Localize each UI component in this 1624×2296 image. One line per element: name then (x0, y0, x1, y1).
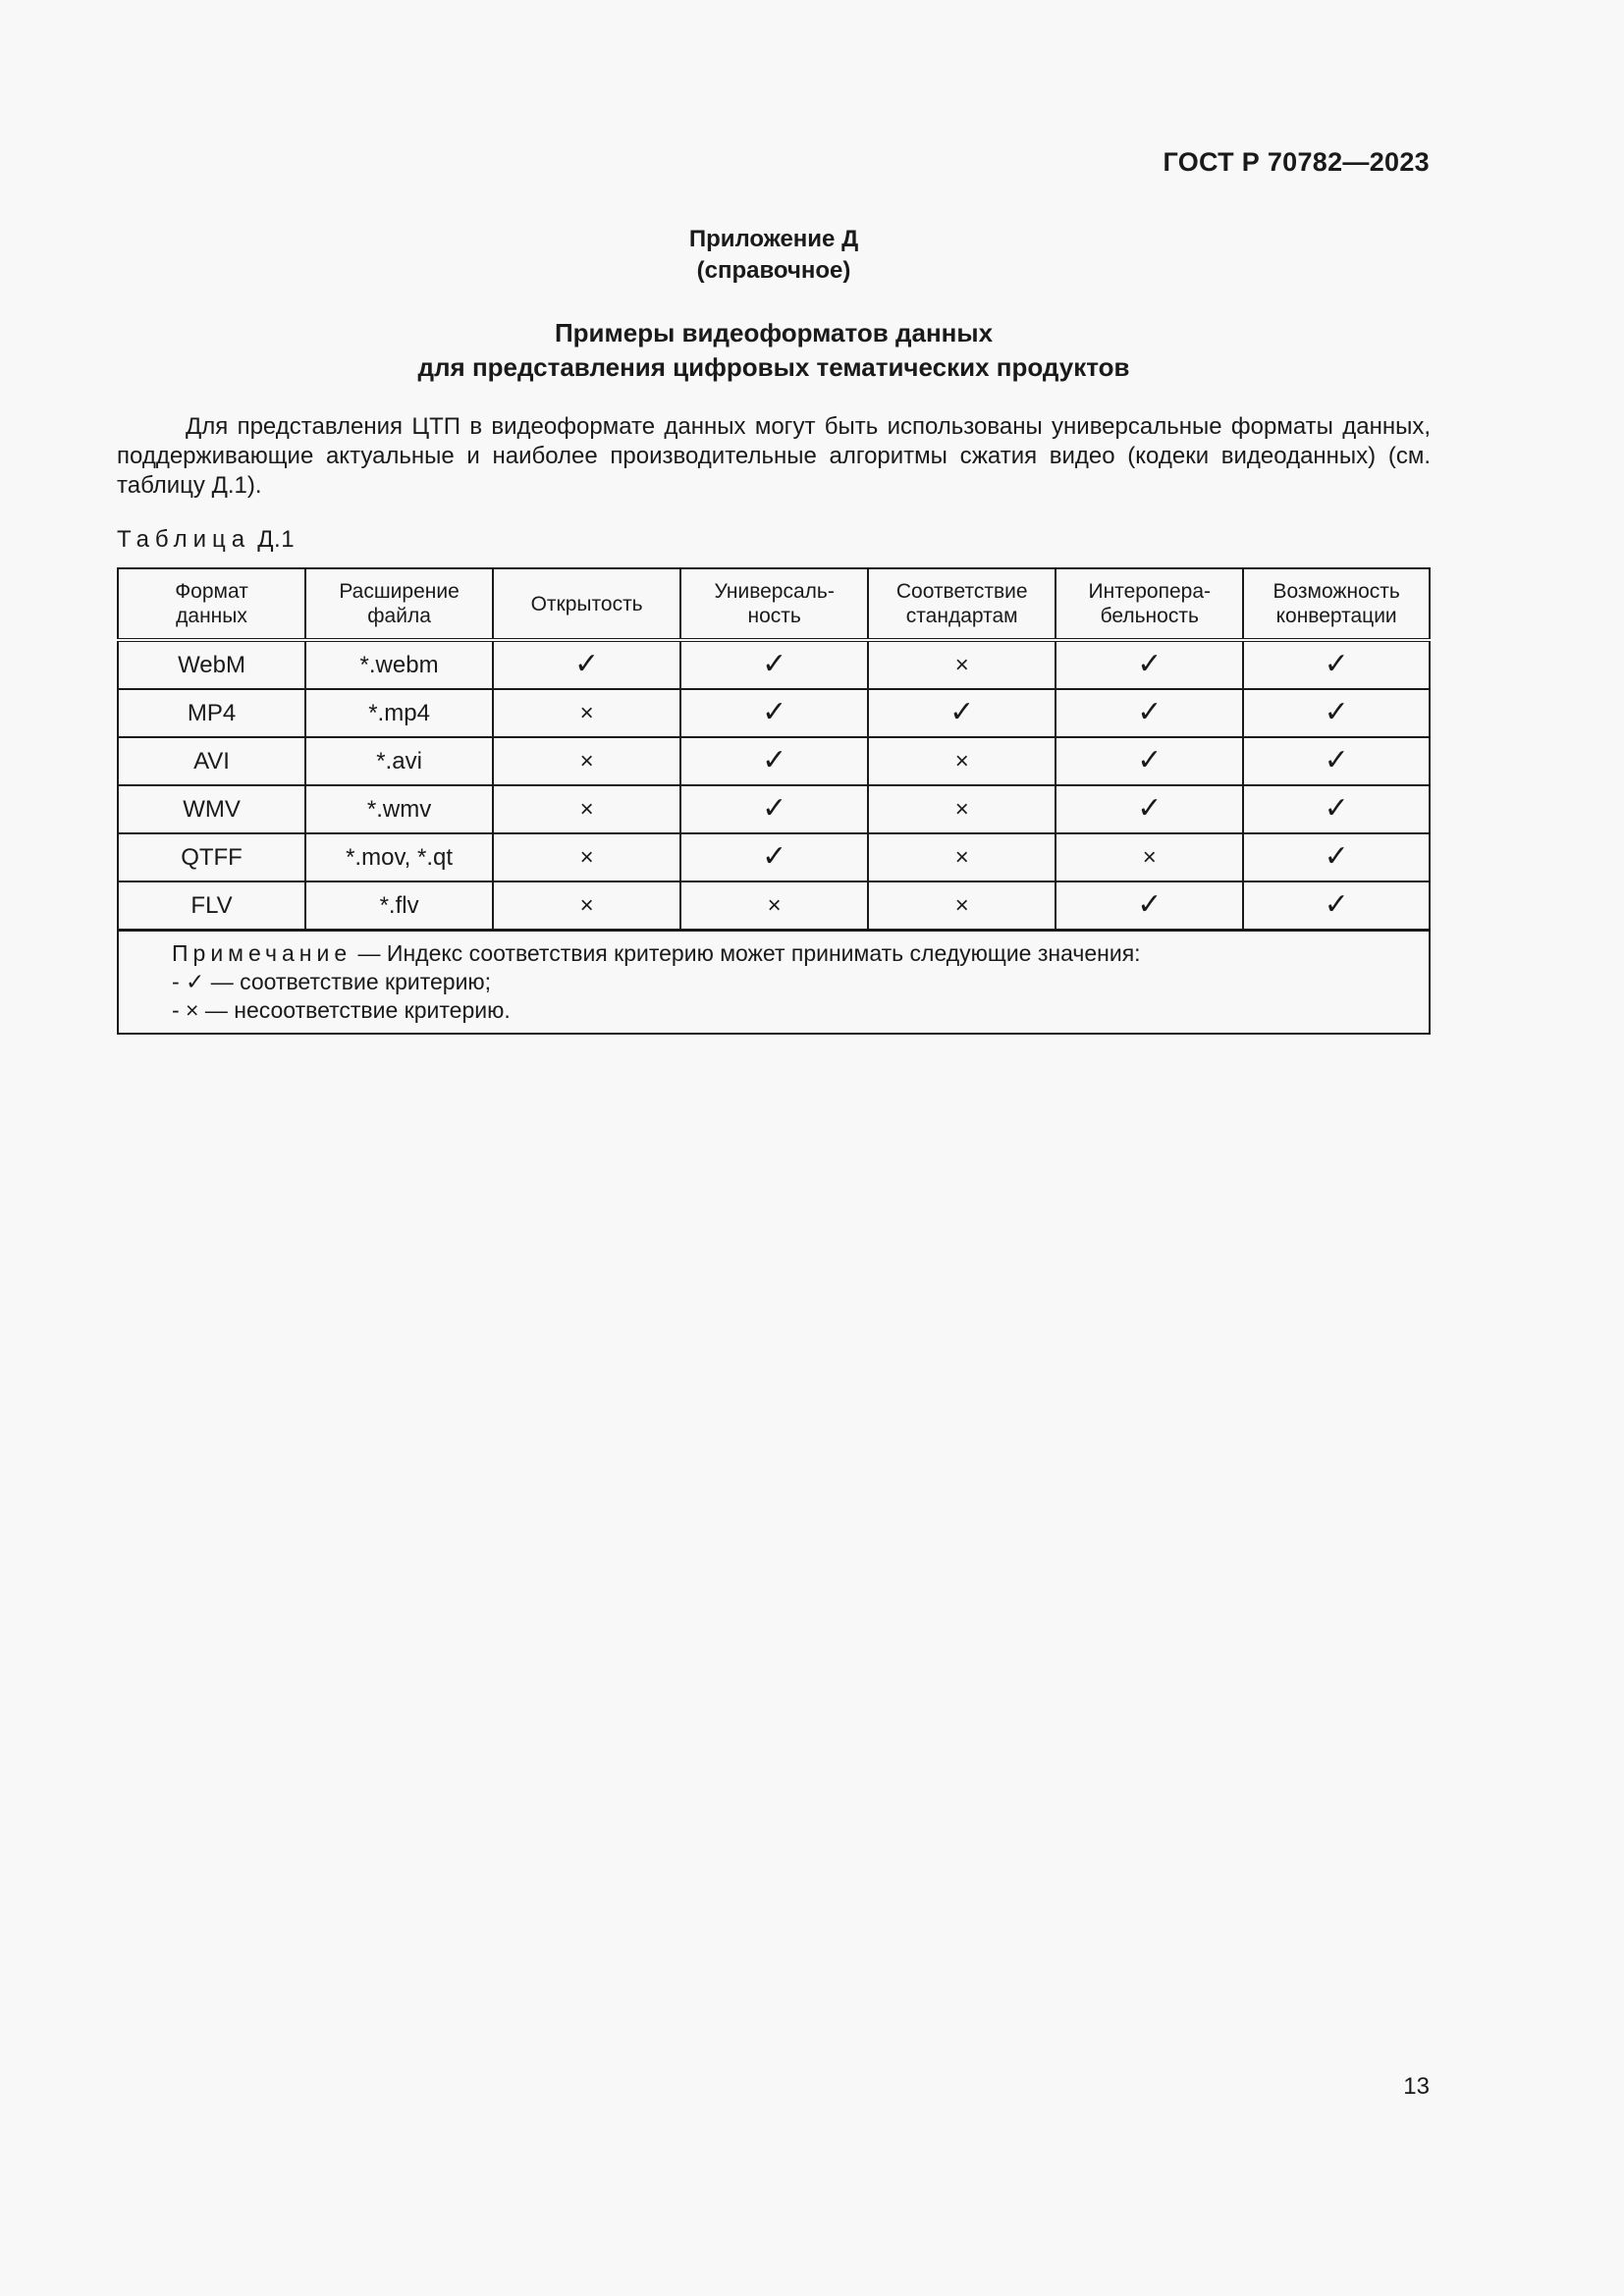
table-cell (305, 785, 493, 833)
column-header-line: Формат (175, 580, 248, 603)
criterion-mark (1243, 785, 1430, 833)
check-icon: ✓ (762, 744, 787, 776)
cross-icon: × (954, 795, 969, 823)
check-icon: ✓ (574, 648, 600, 680)
criterion-mark (680, 737, 868, 785)
table-cell (305, 689, 493, 737)
criterion-mark (1243, 881, 1430, 931)
page-number: 13 (1403, 2073, 1430, 2100)
check-icon: ✓ (1324, 696, 1349, 728)
section-heading (0, 316, 1547, 385)
cross-icon: × (579, 699, 594, 726)
column-header-line: ность (747, 605, 801, 627)
section-heading-line-2: для представления цифровых тематических продуктов (417, 352, 1130, 382)
criterion-mark (680, 881, 868, 931)
cell-text: AVI (193, 747, 230, 774)
cross-icon: × (954, 747, 969, 774)
check-icon: ✓ (1137, 696, 1163, 728)
cell-text: *.mov, *.qt (346, 843, 454, 871)
check-icon: ✓ (949, 696, 975, 728)
table-row (118, 737, 1430, 785)
column-header (493, 568, 680, 640)
criterion-mark (493, 737, 680, 785)
column-header (680, 568, 868, 640)
column-header-line: Открытость (530, 592, 643, 615)
table-cell (305, 640, 493, 689)
table-cell (118, 833, 305, 881)
cell-text: *.avi (376, 747, 422, 774)
criterion-mark (1056, 737, 1243, 785)
criterion-mark (1243, 737, 1430, 785)
cell-text: *.webm (359, 651, 439, 678)
check-icon: ✓ (1324, 792, 1349, 825)
criterion-mark (493, 833, 680, 881)
table-row (118, 689, 1430, 737)
criterion-mark (680, 640, 868, 689)
video-formats-table (117, 567, 1431, 1035)
cross-icon: × (579, 891, 594, 919)
table-caption-number: Д.1 (257, 526, 296, 553)
cross-icon: × (954, 843, 969, 871)
check-icon: ✓ (1324, 648, 1349, 680)
table-note (118, 931, 1430, 1035)
cell-text: QTFF (181, 843, 243, 871)
table-cell (118, 640, 305, 689)
intro-paragraph: Для представления ЦТП в видеоформате данных могут быть использованы универсальные форматы данных, поддерживающие актуальные и наиболее производительные алгоритмы сжатия видео (кодеки видеоданных) (см. таблицу Д.1). (117, 413, 1431, 499)
table-row (118, 881, 1430, 931)
table-cell (305, 881, 493, 931)
note-label: Примечание (172, 940, 352, 966)
criterion-mark (1056, 881, 1243, 931)
column-header-line: Возможность (1272, 580, 1400, 603)
criterion-mark (868, 881, 1056, 931)
column-header-line: Универсаль- (714, 580, 835, 603)
check-icon: ✓ (762, 792, 787, 825)
check-icon: ✓ (1324, 744, 1349, 776)
appendix-subtitle: (справочное) (696, 257, 851, 284)
check-icon: ✓ (1324, 840, 1349, 873)
note-line-check: - ✓ — соответствие критерию; (172, 969, 492, 994)
criterion-mark (680, 785, 868, 833)
cross-icon: × (767, 891, 782, 919)
column-header-line: бельность (1100, 605, 1199, 627)
criterion-mark (493, 640, 680, 689)
table-cell (305, 833, 493, 881)
column-header (1056, 568, 1243, 640)
column-header-line: стандартам (905, 605, 1018, 627)
cross-icon: × (579, 843, 594, 871)
cross-icon: × (1142, 843, 1157, 871)
column-header-line: данных (176, 605, 247, 627)
section-heading-line-1: Примеры видеоформатов данных (554, 318, 994, 347)
criterion-mark (1056, 785, 1243, 833)
cell-text: *.mp4 (368, 699, 430, 726)
check-icon: ✓ (1137, 744, 1163, 776)
note-text: — Индекс соответствия критерию может принимать следующие значения: (352, 940, 1141, 966)
cross-icon: × (954, 651, 969, 678)
column-header-line: Интеропера- (1088, 580, 1212, 603)
criterion-mark (493, 689, 680, 737)
column-header (118, 568, 305, 640)
document-code: ГОСТ Р 70782—2023 (1163, 147, 1430, 177)
table-header-row (118, 568, 1430, 640)
criterion-mark (868, 689, 1056, 737)
check-icon: ✓ (1137, 648, 1163, 680)
criterion-mark (1056, 640, 1243, 689)
column-header-line: конвертации (1275, 605, 1397, 627)
table-caption (117, 526, 295, 554)
criterion-mark (1243, 689, 1430, 737)
criterion-mark (680, 833, 868, 881)
criterion-mark (868, 833, 1056, 881)
appendix-heading (0, 224, 1547, 287)
check-icon: ✓ (1324, 888, 1349, 921)
table-caption-word: Таблица (117, 526, 251, 553)
cross-icon: × (579, 795, 594, 823)
criterion-mark (493, 785, 680, 833)
table-cell (118, 737, 305, 785)
cell-text: FLV (190, 891, 233, 919)
table-cell (118, 689, 305, 737)
table-row (118, 833, 1430, 881)
table-cell (118, 785, 305, 833)
check-icon: ✓ (1137, 792, 1163, 825)
column-header (305, 568, 493, 640)
appendix-title: Приложение Д (688, 226, 859, 252)
cell-text: WebM (178, 651, 245, 678)
column-header-line: файла (367, 605, 431, 627)
criterion-mark (493, 881, 680, 931)
criterion-mark (1243, 640, 1430, 689)
column-header (1243, 568, 1430, 640)
cross-icon: × (954, 891, 969, 919)
table-cell (305, 737, 493, 785)
check-icon: ✓ (762, 840, 787, 873)
criterion-mark (868, 737, 1056, 785)
table-row (118, 785, 1430, 833)
criterion-mark (1056, 833, 1243, 881)
note-line-cross: - × — несоответствие критерию. (172, 997, 511, 1023)
column-header-line: Расширение (339, 580, 460, 603)
note-intro (172, 939, 1429, 968)
criterion-mark (868, 640, 1056, 689)
table-note-row (118, 931, 1430, 1035)
table-cell (118, 881, 305, 931)
criterion-mark (868, 785, 1056, 833)
column-header (868, 568, 1056, 640)
check-icon: ✓ (1137, 888, 1163, 921)
cell-text: MP4 (187, 699, 237, 726)
cell-text: *.flv (379, 891, 419, 919)
check-icon: ✓ (762, 648, 787, 680)
table-row (118, 640, 1430, 689)
criterion-mark (1056, 689, 1243, 737)
check-icon: ✓ (762, 696, 787, 728)
cell-text: WMV (183, 795, 241, 823)
criterion-mark (1243, 833, 1430, 881)
column-header-line: Соответствие (895, 580, 1028, 603)
criterion-mark (680, 689, 868, 737)
cell-text: *.wmv (366, 795, 432, 823)
cross-icon: × (579, 747, 594, 774)
